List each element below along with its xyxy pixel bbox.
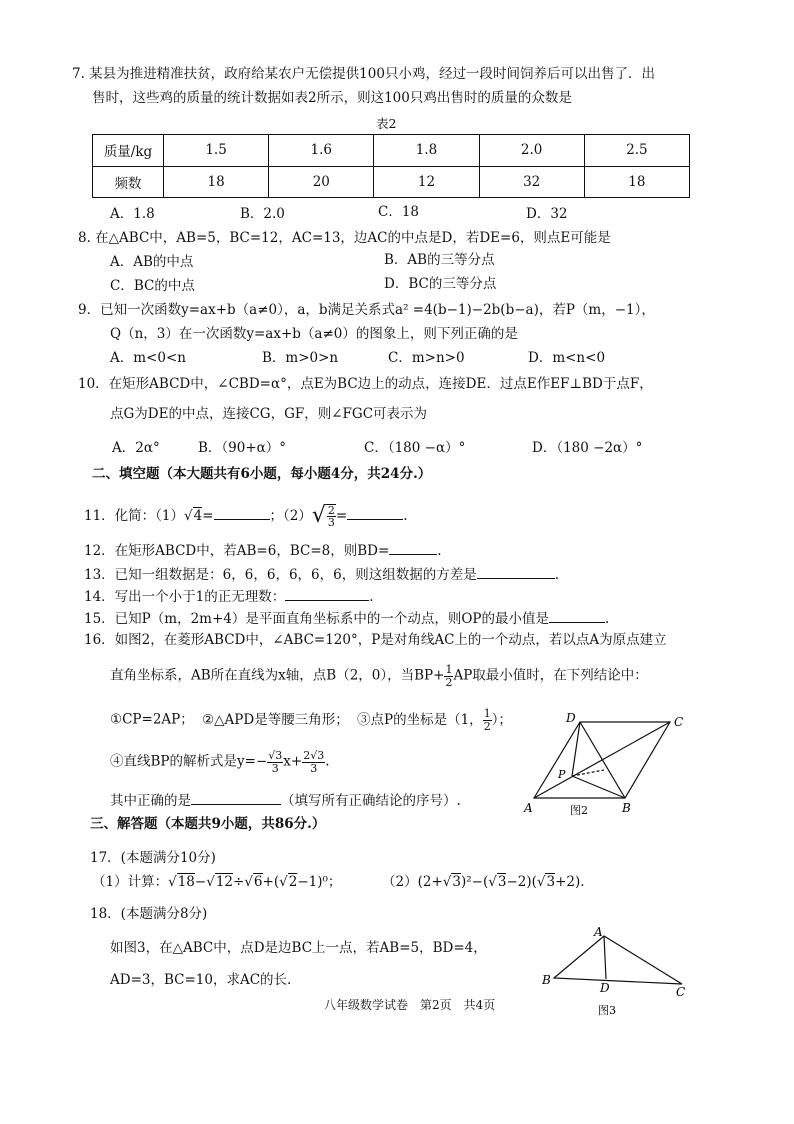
q16-conclusion-2: ②△APD是等腰三角形； bbox=[202, 711, 349, 728]
figure-3-triangle bbox=[536, 926, 704, 1030]
q14-text: 14．写出一个小于1的正无理数： bbox=[84, 589, 286, 605]
q16-conclusions-1 bbox=[110, 708, 512, 732]
figure-2-caption: 图2 bbox=[570, 804, 588, 817]
q16-conclusion-1: ①CP=2AP； bbox=[110, 711, 194, 728]
q7-table-caption: 表2 bbox=[376, 116, 397, 131]
table-row bbox=[93, 135, 690, 167]
label-a: A bbox=[524, 801, 533, 815]
q7-frequency-table bbox=[92, 134, 690, 198]
q16-blank[interactable] bbox=[191, 790, 281, 805]
q10-option-d: D．（180 −2α）° bbox=[532, 440, 643, 456]
table-cell: 1.5 bbox=[164, 135, 269, 167]
q7-line2: 售时，这些鸡的质量的统计数据如表2所示，则这100只鸡出售时的质量的众数是 bbox=[92, 90, 572, 106]
segment-ad bbox=[604, 936, 606, 979]
q13-blank[interactable] bbox=[477, 564, 555, 579]
q11-radicand: 4 bbox=[193, 507, 203, 524]
q7-option-a: A．1.8 bbox=[110, 206, 155, 222]
q16-conclusion-3: ③点P的坐标是（1， $\frac{1}{2}$ ）； bbox=[357, 707, 512, 733]
q9-line2: Q（n，3）在一次函数y=ax+b（a≠0）的图象上，则下列正确的是 bbox=[110, 326, 518, 342]
q7-option-c: C．18 bbox=[378, 204, 420, 220]
label-b: B bbox=[542, 973, 551, 987]
q16-answer: 其中正确的是 （填写所有正确结论的序号）. bbox=[110, 790, 461, 811]
q17-head: 17．(本题满分10分) bbox=[90, 850, 216, 866]
q7-line1: 7. 某县为推进精准扶贫，政府给某农户无偿提供100只小鸡，经过一段时间饲养后可以出售了．出 bbox=[72, 66, 655, 82]
q14: 14．写出一个小于1的正无理数： . bbox=[84, 586, 374, 607]
q8-option-b: B．AB的三等分点 bbox=[384, 252, 495, 268]
label-c: C bbox=[674, 715, 684, 729]
triangle-abc bbox=[554, 936, 682, 984]
table-cell: 12 bbox=[374, 166, 479, 198]
table-cell: 20 bbox=[269, 166, 374, 198]
label-d: D bbox=[566, 711, 576, 725]
q16-line2: 直角坐标系，AB所在直线为x轴，点B（2，0），当BP+ $\frac{1}{2}$ AP取最小值时，在下列结论中： bbox=[110, 663, 648, 689]
table-cell: 2.0 bbox=[479, 135, 584, 167]
q12-blank[interactable] bbox=[389, 540, 437, 555]
q7-option-b: B．2.0 bbox=[240, 206, 285, 222]
q17-part2: （2）(2+√3)²−(√3−2)(√3+2). bbox=[382, 874, 585, 890]
q14-blank[interactable] bbox=[285, 586, 369, 601]
table-cell: 2.5 bbox=[584, 135, 689, 167]
q11-separator: ；（2） bbox=[269, 507, 312, 524]
q18-line2: AD=3，BC=10，求AC的长. bbox=[110, 972, 292, 988]
label-p: P bbox=[558, 768, 566, 781]
q11: 11．化简：（1）√4= ；（2）√ $\frac{2}{3}$ = . bbox=[84, 503, 408, 530]
q10-option-b: B．（90+α）° bbox=[198, 440, 287, 456]
q8-option-c: C．BC的中点 bbox=[110, 278, 195, 294]
q12: 12．在矩形ABCD中，若AB=6，BC=8，则BD= . bbox=[84, 540, 442, 561]
table-cell: 1.8 bbox=[374, 135, 479, 167]
q16-half-fraction: $\frac{1}{2}$ bbox=[445, 663, 453, 689]
table-cell: 18 bbox=[164, 166, 269, 198]
label-a: A bbox=[594, 926, 603, 939]
q18-line1: 如图3，在△ABC中，点D是边BC上一点，若AB=5，BD=4， bbox=[110, 940, 487, 956]
q9-option-c: C．m>n>0 bbox=[388, 350, 465, 366]
q15-text: 15．已知P（m，2m+4）是平面直角坐标系中的一个动点，则OP的最小值是 bbox=[84, 611, 550, 627]
q16-line1: 16．如图2，在菱形ABCD中，∠ABC=120°，P是对角线AC上的一个动点，若以点A为原点建立 bbox=[84, 632, 667, 648]
q12-text: 12．在矩形ABCD中，若AB=6，BC=8，则BD= bbox=[84, 543, 390, 559]
q8-stem: 8. 在△ABC中，AB=5，BC=12，AC=13，边AC的中点是D，若DE=6，则点E可能是 bbox=[78, 230, 611, 246]
label-d: D bbox=[600, 981, 610, 995]
q15: 15．已知P（m，2m+4）是平面直角坐标系中的一个动点，则OP的最小值是 . bbox=[84, 608, 609, 629]
label-b: B bbox=[622, 801, 631, 815]
q13: 13．已知一组数据是：6，6，6，6，6，6，则这组数据的方差是 . bbox=[84, 564, 559, 585]
table-row bbox=[93, 166, 690, 198]
table-cell: 18 bbox=[584, 166, 689, 198]
q10-line2: 点G为DE的中点，连接CG，GF，则∠FGC可表示为 bbox=[110, 406, 428, 422]
q17-part1: （1）计算：√18−√12÷√6+(√2−1)⁰； bbox=[92, 874, 342, 890]
q13-text: 13．已知一组数据是：6，6，6，6，6，6，则这组数据的方差是 bbox=[84, 567, 477, 583]
segment-perp bbox=[572, 770, 604, 776]
q11-prefix: 11．化简：（1） bbox=[84, 507, 185, 524]
q8-option-a: A．AB的中点 bbox=[110, 254, 194, 270]
section-3-heading: 三、解答题（本题共9小题，共86分.） bbox=[90, 816, 326, 832]
section-2-heading: 二、填空题（本大题共有6小题，每小题4分，共24分.） bbox=[92, 466, 432, 482]
page-footer: 八年级数学试卷 第2页 共4页 bbox=[324, 998, 496, 1012]
table-cell: 1.6 bbox=[269, 135, 374, 167]
q15-blank[interactable] bbox=[549, 608, 605, 623]
q16-conclusion-4: ④直线BP的解析式是y=− $\frac{√3}{3}$ x+ $\frac{2√3}{3}$ . bbox=[110, 749, 330, 775]
table-cell: 32 bbox=[479, 166, 584, 198]
q10-line1: 10．在矩形ABCD中，∠CBD=α°，点E为BC边上的动点，连接DE．过点E作EF⊥BD于点F， bbox=[78, 376, 653, 392]
figure-2-rhombus bbox=[518, 708, 698, 820]
q10-option-a: A．2α° bbox=[112, 440, 160, 456]
q9-option-b: B．m>0>n bbox=[262, 350, 339, 366]
q9-option-d: D．m<n<0 bbox=[528, 350, 606, 366]
q7-option-d: D．32 bbox=[526, 206, 568, 222]
sqrt-sign: √ bbox=[184, 507, 193, 524]
q11-equals: = bbox=[202, 507, 214, 524]
q8-option-d: D．BC的三等分点 bbox=[384, 276, 497, 292]
segment-dp bbox=[572, 722, 580, 776]
sqrt-sign: √ bbox=[311, 503, 326, 528]
table-cell: 频数 bbox=[93, 166, 164, 198]
q11-fraction: $\frac{2}{3}$ bbox=[327, 503, 335, 530]
q18-head: 18．(本题满分8分) bbox=[90, 906, 208, 922]
label-c: C bbox=[676, 985, 686, 999]
q10-option-c: C．（180 −α）° bbox=[364, 440, 466, 456]
q11-blank-2[interactable] bbox=[347, 505, 403, 520]
q9-option-a: A．m<0<n bbox=[110, 350, 186, 366]
segment-bp bbox=[572, 776, 625, 798]
q11-equals-2: = bbox=[335, 507, 348, 524]
q9-line1: 9．已知一次函数y=ax+b（a≠0），a，b满足关系式a² =4(b−1)−2b(b−a)，若P（m，−1）， bbox=[78, 302, 655, 318]
table-cell: 质量/kg bbox=[93, 135, 164, 167]
q11-blank-1[interactable] bbox=[214, 505, 270, 520]
diagonal-bd bbox=[580, 722, 625, 798]
figure-3-caption: 图3 bbox=[598, 1004, 616, 1017]
